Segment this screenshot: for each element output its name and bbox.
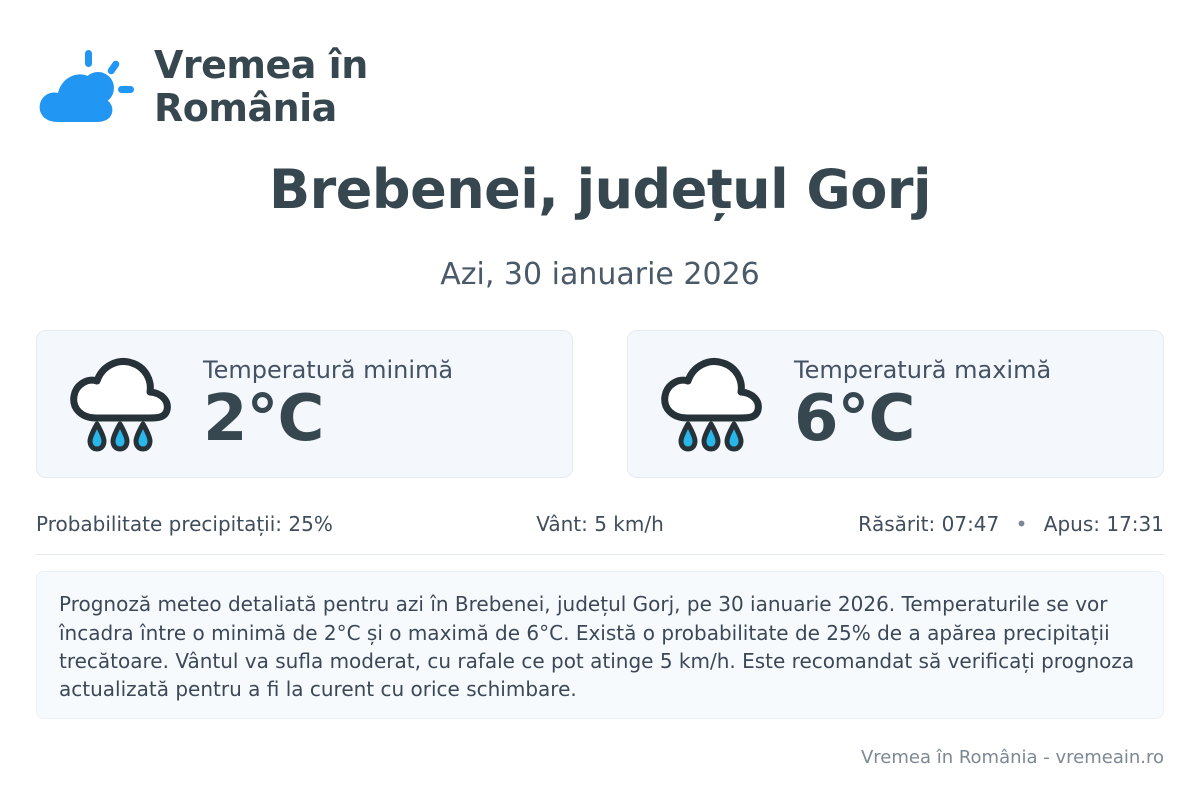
temperature-cards [36,330,1164,478]
weather-stats-row [36,512,1164,555]
card-text-min [203,355,454,456]
card-label-max: Temperatură maximă [794,355,1052,384]
stat-separator: • [1015,512,1028,537]
card-temperature-min [36,330,573,478]
sun-behind-cloud-icon [36,44,136,130]
stat-wind: Vânt: 5 km/h [536,512,664,537]
stat-sun-times [788,512,1164,536]
stat-sunrise: Răsărit: 07:47 [858,512,1000,537]
footer-credit: Vremea în România - vremeain.ro [860,747,1164,768]
stat-precipitation: Probabilitate precipitații: 25% [36,512,333,537]
card-value-min: 2°C [203,381,324,456]
card-text-max [794,355,1052,456]
rain-cloud-icon [654,352,772,456]
page-title: Brebenei, județul Gorj [269,158,931,221]
page-date: Azi, 30 ianuarie 2026 [440,257,760,293]
card-temperature-max [627,330,1164,478]
stat-sunset: Apus: 17:31 [1043,512,1164,537]
brand-header [36,0,1164,130]
rain-cloud-icon [63,352,181,456]
card-value-max: 6°C [794,381,915,456]
brand-title: Vremea în România [154,43,368,130]
card-label-min: Temperatură minimă [203,355,454,384]
forecast-description: Prognoză meteo detaliată pentru azi în Brebenei, județul Gorj, pe 30 ianuarie 2026. Temperaturile se vor încadra între o minimă de 2°C și o maximă de 6°C. Există o probabilitate de 25% de a apărea precipitații trecătoare. Vântul va sufla moderat, cu rafale ce pot atinge 5 km/h. Este recomandat să verificați prognoza actualizată pentru a fi la curent cu orice schimbare. [36,571,1164,719]
